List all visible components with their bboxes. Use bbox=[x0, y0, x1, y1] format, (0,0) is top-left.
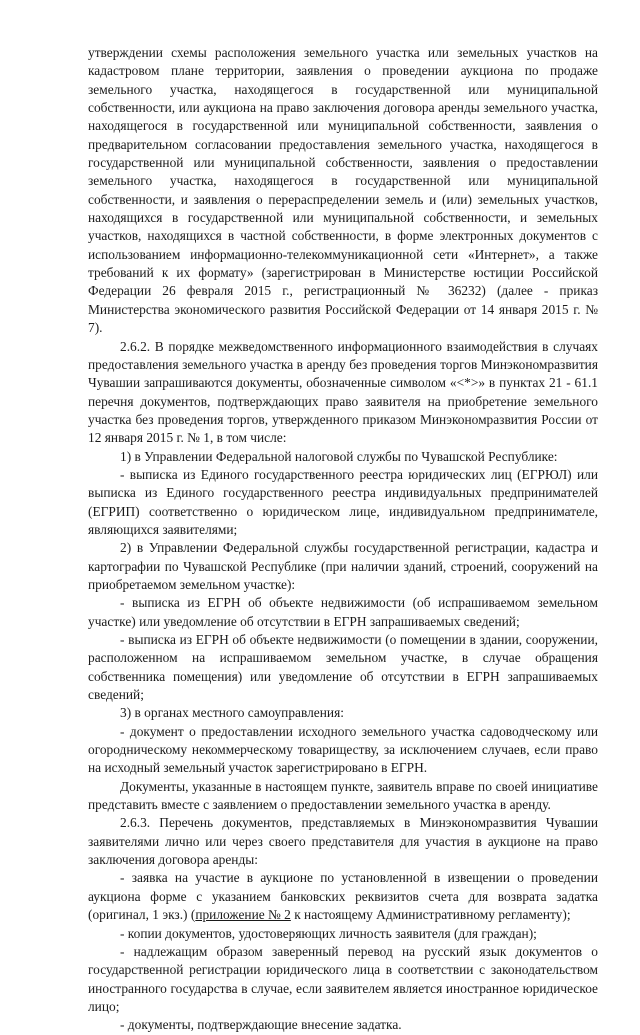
paragraph: 3) в органах местного самоуправления: bbox=[120, 705, 344, 721]
paragraph: - надлежащим образом заверенный перевод на русский язык документов о государственной регистрации юридического лица в соответствии с законодательством иностранного государства в случае, если заявителем является иностранное юридическое лицо; bbox=[88, 943, 598, 1014]
paragraph: 2.6.3. Перечень документов, представляемых в Минэкономразвития Чувашии заявителями лично или через своего представителя для участия в аукционе на право заключения договора аренды: bbox=[88, 815, 598, 868]
paragraph bbox=[88, 869, 598, 924]
paragraph: - выписка из Единого государственного реестра юридических лиц (ЕГРЮЛ) или выписка из Единого государственного реестра индивидуальных предпринимателей (ЕГРИП) соответственно о юридическом лице, индивидуальном предпринимателе, являющихся заявителями; bbox=[88, 466, 598, 537]
paragraph: - документ о предоставлении исходного земельного участка садоводческому или огородническому некоммерческому товариществу, за исключением случаев, если право на исходный земельный участок зарегистрировано в ЕГРН. bbox=[88, 723, 598, 776]
paragraph-text: - заявка на участие в аукционе по установленной в извещении о проведении аукциона форме с указанием банковских реквизитов счета для возврата задатка (оригинал, 1 экз.) ( bbox=[88, 870, 598, 923]
paragraph-text: к настоящему Административному регламенту); bbox=[290, 907, 571, 923]
document-page bbox=[88, 44, 598, 1035]
paragraph: утверждении схемы расположения земельного участка или земельных участков на кадастровом плане территории, заявления о проведении аукциона по продаже земельного участка, находящегося в государственной или муниципальной собственности, или аукциона на право заключения договора аренды земельного участка, находящегося в государственной или муниципальной собственности, заявления о предварительном согласовании предоставления земельного участка, находящегося в государственной или муниципальной собственности, заявления о предоставлении земельного участка, находящегося в государственной или муниципальной собственности, и заявления о перераспределении земель и (или) земельных участков, находящихся в государственной или муниципальной собственности, и земельных участков, находящихся в частной собственности, в форме электронных документов с использованием информационно-телекоммуникационной сети «Интернет», а также требований к их формату» (зарегистрирован в Министерстве юстиции Российской Федерации 26 февраля 2015 г., регистрационный № 36232) (далее - приказ Министерства экономического развития Российской Федерации от 14 января 2015 г. № 7). bbox=[88, 45, 598, 336]
paragraph: 2) в Управлении Федеральной службы государственной регистрации, кадастра и картографии по Чувашской Республике (при наличии зданий, строений, сооружений на приобретаемом земельном участке): bbox=[88, 540, 598, 592]
paragraph: - выписка из ЕГРН об объекте недвижимости (о помещении в здании, сооружении, расположенном на испрашиваемом земельном участке, в случае обращения собственника помещения) или уведомление об отсутствии в ЕГРН запрашиваемых сведений; bbox=[88, 632, 598, 703]
paragraph: 1) в Управлении Федеральной налоговой службы по Чувашской Республике: bbox=[120, 448, 558, 464]
paragraph: Документы, указанные в настоящем пункте, заявитель вправе по своей инициативе представить вместе с заявлением о предоставлении земельного участка в аренду. bbox=[88, 778, 598, 813]
paragraph: - документы, подтверждающие внесение задатка. bbox=[120, 1017, 402, 1033]
appendix-link[interactable]: приложение № 2 bbox=[195, 907, 291, 923]
paragraph: 2.6.2. В порядке межведомственного информационного взаимодействия в случаях предоставления земельного участка в аренду без проведения торгов Минэкономразвития Чувашии запрашиваются документы, обозначенные символом «<*>» в пунктах 21 - 61.1 перечня документов, подтверждающих право заявителя на приобретение земельного участка без проведения торгов, утвержденного приказом Минэкономразвития России от 12 января 2015 г. № 1, в том числе: bbox=[88, 338, 598, 446]
paragraph: - копии документов, удостоверяющих личность заявителя (для граждан); bbox=[120, 925, 537, 941]
paragraph: - выписка из ЕГРН об объекте недвижимости (об испрашиваемом земельном участке) или уведомление об отсутствии в ЕГРН запрашиваемых сведений; bbox=[88, 595, 598, 629]
